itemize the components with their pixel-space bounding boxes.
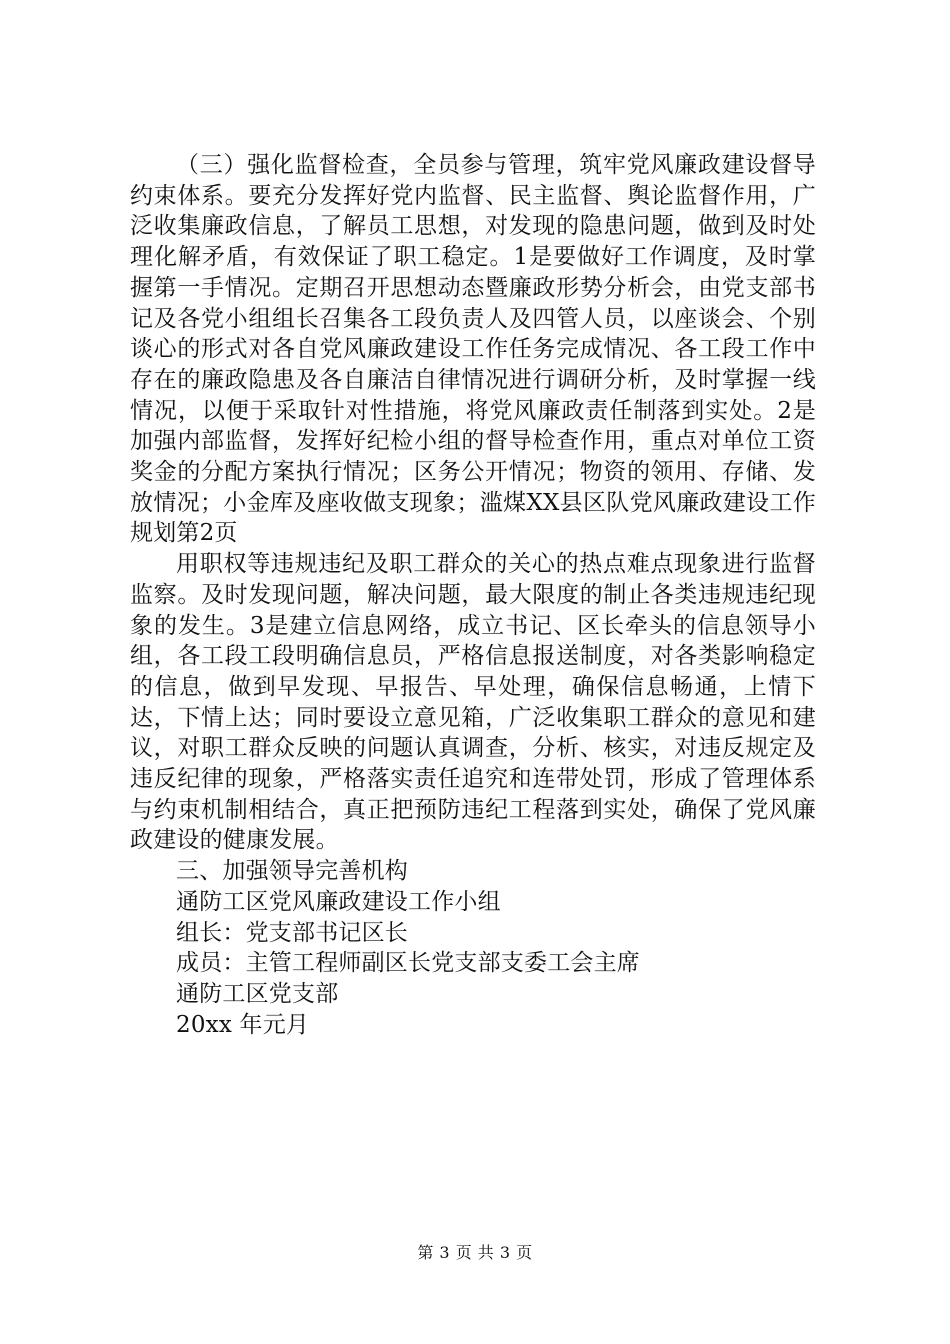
page-number-footer: 第 3 页 共 3 页 — [417, 1243, 533, 1262]
group-leader-line: 组长：党支部书记区长 — [176, 919, 408, 946]
section-heading: 三、加强领导完善机构 — [176, 858, 408, 885]
paragraph-supervision: （三）强化监督检查，全员参与管理，筑牢党风廉政建设督导约束体系。要充分发挥好党内监督、民主监督、舆论监督作用，广泛收集廉政信息，了解员工思想，对发现的隐患问题，做到及时处理化解矛盾，有效保证了职工稳定。1是要做好工作调度，及时掌握第一手情况。定期召开思想动态暨廉政形势分析会，由党支部书记及各党小组组长召集各工段负责人及四管人员，以座谈会、个别谈心的形式对各自党风廉政建设工作任务完成情况、各工段工作中存在的廉政隐患及各自廉洁自律情况进行调研分析，及时掌握一线情况，以便于采取针对性措施，将党风廉政责任制落到实处。2是加强内部监督，发挥好纪检小组的督导检查作用，重点对单位工资奖金的分配方案执行情况；区务公开情况；物资的领用、存储、发放情况；小金库及座收做支现象；滥煤XX县区队党风廉政建设工作规划第2页 — [130, 152, 816, 547]
signature-date: 20xx 年元月 — [176, 1011, 310, 1038]
paragraph-monitoring: 用职权等违规违纪及职工群众的关心的热点难点现象进行监督监察。及时发现问题，解决问题，最大限度的制止各类违规违纪现象的发生。3是建立信息网络，成立书记、区长牵头的信息领导小组，各工段工段明确信息员，严格信息报送制度，对各类影响稳定的信息，做到早发现、早报告、早处理，确保信息畅通，上情下达，下情上达；同时要设立意见箱，广泛收集职工群众的意见和建议，对职工群众反映的问题认真调查，分析、核实，对违反规定及违反纪律的现象，严格落实责任追究和连带处罚，形成了管理体系与约束机制相结合，真正把预防违纪工程落到实处，确保了党风廉政建设的健康发展。 — [130, 551, 816, 854]
signature-organization: 通防工区党支部 — [176, 980, 339, 1007]
group-members-line: 成员：主管工程师副区长党支部支委工会主席 — [176, 950, 640, 977]
working-group-title: 通防工区党风廉政建设工作小组 — [176, 888, 501, 915]
document-body — [130, 150, 816, 1040]
